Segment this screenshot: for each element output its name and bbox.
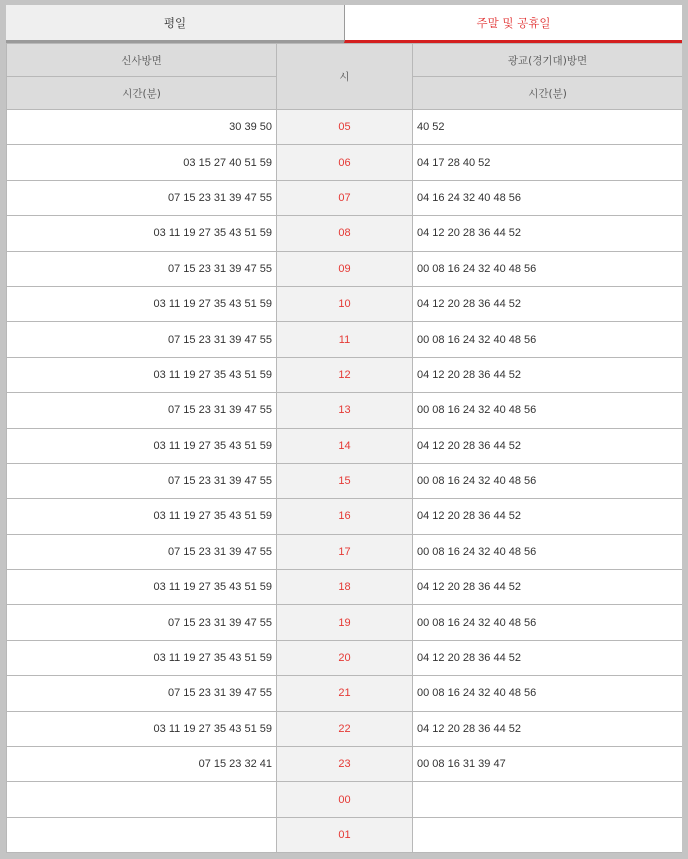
left-minutes-cell: 07 15 23 31 39 47 55 <box>7 393 277 428</box>
right-minutes-cell: 00 08 16 24 32 40 48 56 <box>413 534 683 569</box>
timetable <box>6 43 682 853</box>
hour-cell: 18 <box>277 570 413 605</box>
table-row <box>7 817 683 852</box>
table-row <box>7 605 683 640</box>
table-row <box>7 676 683 711</box>
left-minutes-cell: 03 11 19 27 35 43 51 59 <box>7 357 277 392</box>
right-minutes-cell: 04 12 20 28 36 44 52 <box>413 286 683 321</box>
left-minutes-cell: 03 11 19 27 35 43 51 59 <box>7 499 277 534</box>
hour-cell: 22 <box>277 711 413 746</box>
left-minutes-cell: 07 15 23 31 39 47 55 <box>7 322 277 357</box>
left-minutes-cell: 07 15 23 31 39 47 55 <box>7 463 277 498</box>
table-row <box>7 534 683 569</box>
table-row <box>7 180 683 215</box>
right-minutes-cell <box>413 817 683 852</box>
schedule-tabs <box>6 5 682 43</box>
right-minutes-cell: 04 12 20 28 36 44 52 <box>413 711 683 746</box>
right-minutes-cell: 04 12 20 28 36 44 52 <box>413 357 683 392</box>
table-row <box>7 640 683 675</box>
right-minutes-cell: 00 08 16 24 32 40 48 56 <box>413 393 683 428</box>
table-row <box>7 251 683 286</box>
table-row <box>7 711 683 746</box>
right-minutes-cell: 00 08 16 24 32 40 48 56 <box>413 322 683 357</box>
right-minutes-cell: 04 12 20 28 36 44 52 <box>413 216 683 251</box>
right-minutes-cell: 00 08 16 24 32 40 48 56 <box>413 251 683 286</box>
hour-cell: 05 <box>277 110 413 145</box>
header-left-minutes: 시간(분) <box>7 77 277 110</box>
right-minutes-cell: 04 17 28 40 52 <box>413 145 683 180</box>
hour-cell: 21 <box>277 676 413 711</box>
right-minutes-cell: 04 12 20 28 36 44 52 <box>413 570 683 605</box>
hour-cell: 12 <box>277 357 413 392</box>
timetable-header <box>7 44 683 110</box>
tab-weekend[interactable]: 주말 및 공휴일 <box>344 5 682 43</box>
left-minutes-cell: 03 11 19 27 35 43 51 59 <box>7 286 277 321</box>
table-row <box>7 463 683 498</box>
header-right-minutes: 시간(분) <box>413 77 683 110</box>
hour-cell: 23 <box>277 747 413 782</box>
right-minutes-cell: 00 08 16 24 32 40 48 56 <box>413 676 683 711</box>
left-minutes-cell: 07 15 23 31 39 47 55 <box>7 676 277 711</box>
header-right-direction: 광교(경기대)방면 <box>413 44 683 77</box>
table-row <box>7 357 683 392</box>
left-minutes-cell: 03 11 19 27 35 43 51 59 <box>7 711 277 746</box>
right-minutes-cell: 04 12 20 28 36 44 52 <box>413 499 683 534</box>
header-left-direction: 신사방면 <box>7 44 277 77</box>
hour-cell: 19 <box>277 605 413 640</box>
table-row <box>7 393 683 428</box>
table-row <box>7 145 683 180</box>
left-minutes-cell: 30 39 50 <box>7 110 277 145</box>
right-minutes-cell: 00 08 16 24 32 40 48 56 <box>413 605 683 640</box>
timetable-body <box>7 110 683 853</box>
table-row <box>7 499 683 534</box>
left-minutes-cell: 03 15 27 40 51 59 <box>7 145 277 180</box>
header-hour: 시 <box>277 44 413 110</box>
hour-cell: 00 <box>277 782 413 817</box>
right-minutes-cell: 00 08 16 31 39 47 <box>413 747 683 782</box>
hour-cell: 20 <box>277 640 413 675</box>
left-minutes-cell: 03 11 19 27 35 43 51 59 <box>7 640 277 675</box>
hour-cell: 13 <box>277 393 413 428</box>
table-row <box>7 216 683 251</box>
hour-cell: 17 <box>277 534 413 569</box>
right-minutes-cell: 40 52 <box>413 110 683 145</box>
hour-cell: 09 <box>277 251 413 286</box>
table-row <box>7 286 683 321</box>
table-row <box>7 570 683 605</box>
timetable-panel <box>6 5 682 853</box>
left-minutes-cell <box>7 817 277 852</box>
right-minutes-cell: 04 16 24 32 40 48 56 <box>413 180 683 215</box>
left-minutes-cell: 07 15 23 31 39 47 55 <box>7 605 277 640</box>
left-minutes-cell: 03 11 19 27 35 43 51 59 <box>7 570 277 605</box>
left-minutes-cell: 07 15 23 31 39 47 55 <box>7 534 277 569</box>
hour-cell: 15 <box>277 463 413 498</box>
tab-weekday[interactable]: 평일 <box>6 5 344 43</box>
right-minutes-cell: 04 12 20 28 36 44 52 <box>413 640 683 675</box>
hour-cell: 10 <box>277 286 413 321</box>
table-row <box>7 782 683 817</box>
table-row <box>7 747 683 782</box>
left-minutes-cell: 07 15 23 32 41 <box>7 747 277 782</box>
hour-cell: 01 <box>277 817 413 852</box>
hour-cell: 16 <box>277 499 413 534</box>
table-row <box>7 428 683 463</box>
hour-cell: 14 <box>277 428 413 463</box>
hour-cell: 11 <box>277 322 413 357</box>
hour-cell: 07 <box>277 180 413 215</box>
left-minutes-cell <box>7 782 277 817</box>
table-row <box>7 110 683 145</box>
right-minutes-cell <box>413 782 683 817</box>
hour-cell: 08 <box>277 216 413 251</box>
left-minutes-cell: 07 15 23 31 39 47 55 <box>7 251 277 286</box>
hour-cell: 06 <box>277 145 413 180</box>
left-minutes-cell: 03 11 19 27 35 43 51 59 <box>7 428 277 463</box>
table-row <box>7 322 683 357</box>
left-minutes-cell: 03 11 19 27 35 43 51 59 <box>7 216 277 251</box>
right-minutes-cell: 00 08 16 24 32 40 48 56 <box>413 463 683 498</box>
right-minutes-cell: 04 12 20 28 36 44 52 <box>413 428 683 463</box>
left-minutes-cell: 07 15 23 31 39 47 55 <box>7 180 277 215</box>
